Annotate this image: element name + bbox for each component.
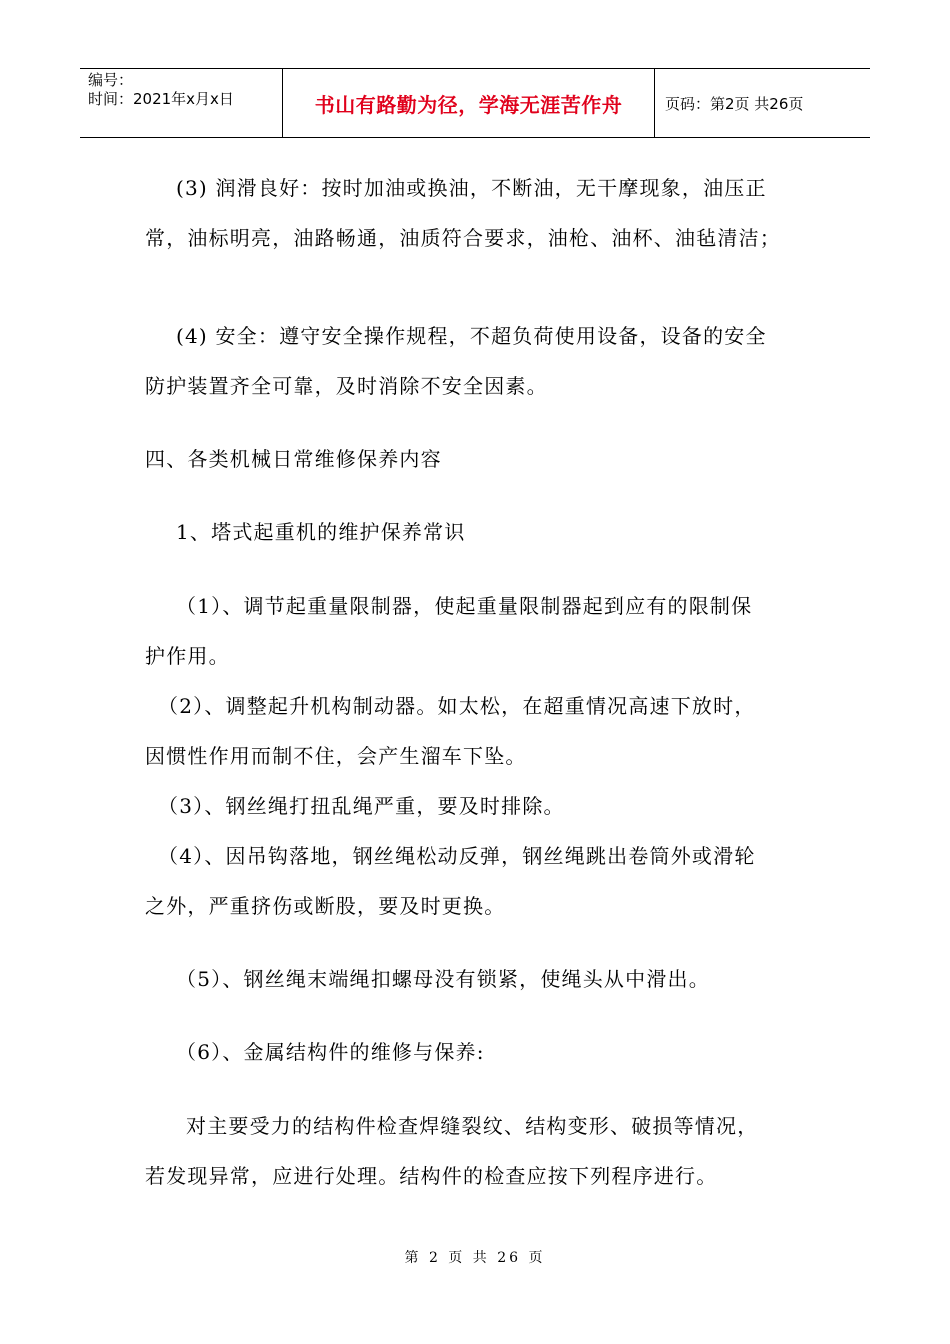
body-line: （3）、钢丝绳打扭乱绳严重，要及时排除。 — [158, 794, 565, 818]
section-heading: 四、各类机械日常维修保养内容 — [145, 447, 442, 471]
body-line: 对主要受力的结构件检查焊缝裂纹、结构变形、破损等情况， — [186, 1114, 759, 1138]
body-line: （2）、调整起升机构制动器。如太松，在超重情况高速下放时， — [158, 694, 756, 718]
body-line: 常，油标明亮，油路畅通，油质符合要求，油枪、油杯、油毡清洁； — [145, 226, 781, 250]
body-line: 护作用。 — [145, 644, 230, 668]
date-label: 时间：2021年x月x日 — [88, 90, 234, 108]
subsection-heading: 1、塔式起重机的维护保养常识 — [176, 520, 466, 544]
body-line: 若发现异常，应进行处理。结构件的检查应按下列程序进行。 — [145, 1164, 718, 1188]
header-meta — [80, 69, 283, 137]
body-line: (3) 润滑良好：按时加油或换油，不断油，无干摩现象，油压正 — [176, 176, 767, 200]
body-line: （4）、因吊钩落地，钢丝绳松动反弹，钢丝绳跳出卷筒外或滑轮 — [158, 844, 756, 868]
page-header — [80, 68, 870, 138]
body-line: 之外，严重挤伤或断股，要及时更换。 — [145, 894, 506, 918]
header-motto: 书山有路勤为径，学海无涯苦作舟 — [283, 69, 655, 137]
body-line: （5）、钢丝绳末端绳扣螺母没有锁紧，使绳头从中滑出。 — [176, 967, 710, 991]
body-line: 防护装置齐全可靠，及时消除不安全因素。 — [145, 374, 548, 398]
header-page-info: 页码：第2页 共26页 — [665, 94, 804, 113]
body-line: (4) 安全：遵守安全操作规程，不超负荷使用设备，设备的安全 — [176, 324, 767, 348]
page-footer: 第 2 页 共 26 页 — [404, 1250, 546, 1266]
number-label: 编号： — [88, 71, 134, 89]
body-line: （6）、金属结构件的维修与保养: — [176, 1040, 485, 1064]
body-line: 因惯性作用而制不住，会产生溜车下坠。 — [145, 744, 527, 768]
body-line: （1）、调节起重量限制器，使起重量限制器起到应有的限制保 — [176, 594, 753, 618]
